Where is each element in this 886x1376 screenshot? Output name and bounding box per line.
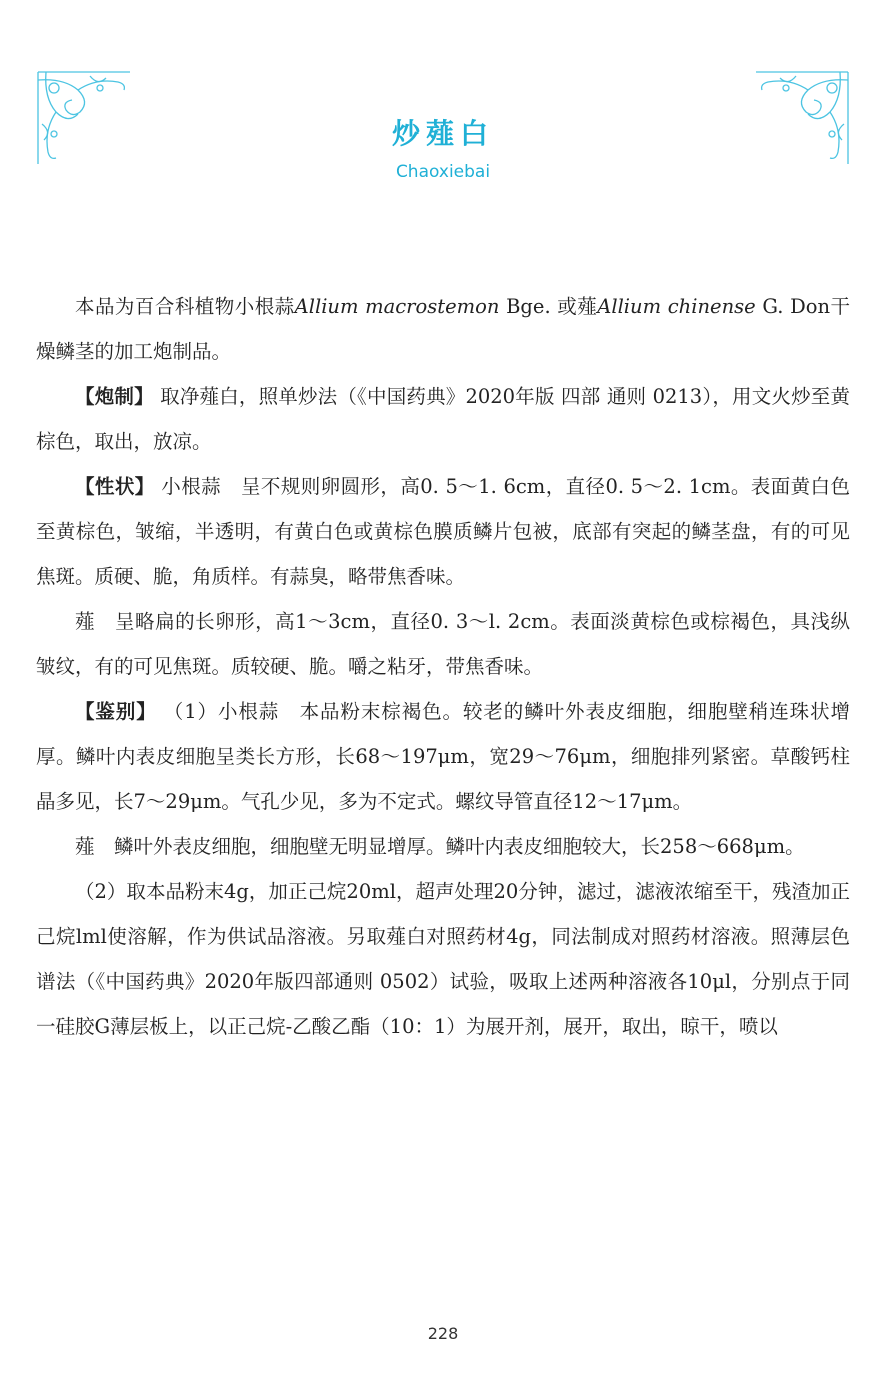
document-body: [36, 284, 850, 1049]
section-label: 【鉴别】: [75, 700, 157, 723]
page-number: 228: [427, 1324, 459, 1343]
latin-name: Allium macrostemon: [294, 295, 500, 318]
paragraph-identification-xie: 薤 鳞叶外表皮细胞，细胞壁无明显增厚。鳞叶内表皮细胞较大，长258～668μm。: [75, 835, 805, 858]
intro-text: G. Don干燥鳞茎的加工炮制品。: [36, 295, 850, 363]
page-title: 炒薤白: [391, 117, 494, 150]
paragraph-characters-xie: 薤 呈略扁的长卵形，高1～3cm，直径0. 3～l. 2cm。表面淡黄棕色或棕褐色，具浅纵皱纹，有的可见焦斑。质较硬、脆。嚼之粘牙，带焦香味。: [36, 610, 850, 678]
paragraph-intro: [36, 284, 850, 374]
section-label: 【炮制】: [75, 385, 154, 408]
paragraph-tlc: （2）取本品粉末4g，加正己烷20ml，超声处理20分钟，滤过，滤液浓缩至干，残渣加正己烷lml使溶解，作为供试品溶液。另取薤白对照药材4g，同法制成对照药材溶液。照薄层色谱法（《中国药典》2020年版四部通则 0502）试验，吸取上述两种溶液各10μl，分别点于同一硅胶G薄层板上，以正己烷-乙酸乙酯（10：1）为展开剂，展开，取出，晾干，喷以: [36, 880, 850, 1038]
page-subtitle: Chaoxiebai: [395, 162, 491, 182]
intro-text: 本品为百合科植物小根蒜: [75, 295, 295, 318]
paragraph-processing: [36, 374, 850, 464]
section-label: 【性状】: [75, 475, 155, 498]
latin-name: Allium chinense: [597, 295, 756, 318]
section-text: （1）小根蒜 本品粉末棕褐色。较老的鳞叶外表皮细胞，细胞壁稍连珠状增厚。鳞叶内表皮细胞呈类长方形，长68～197μm，宽29～76μm，细胞排列紧密。草酸钙柱晶多见，长7～29μm。气孔少见，多为不定式。螺纹导管直径12～17μm。: [36, 700, 850, 813]
intro-text: Bge. 或薤: [499, 295, 598, 318]
paragraph-identification: [36, 689, 850, 824]
section-text: 小根蒜 呈不规则卵圆形，高0. 5～1. 6cm，直径0. 5～2. 1cm。表面黄白色至黄棕色，皱缩，半透明，有黄白色或黄棕色膜质鳞片包被，底部有突起的鳞茎盘，有的可见焦斑。质硬、脆，角质样。有蒜臭，略带焦香味。: [36, 475, 850, 588]
section-text: 取净薤白，照单炒法（《中国药典》2020年版 四部 通则 0213），用文火炒至黄棕色，取出，放凉。: [36, 385, 850, 453]
paragraph-characters: [36, 464, 850, 599]
